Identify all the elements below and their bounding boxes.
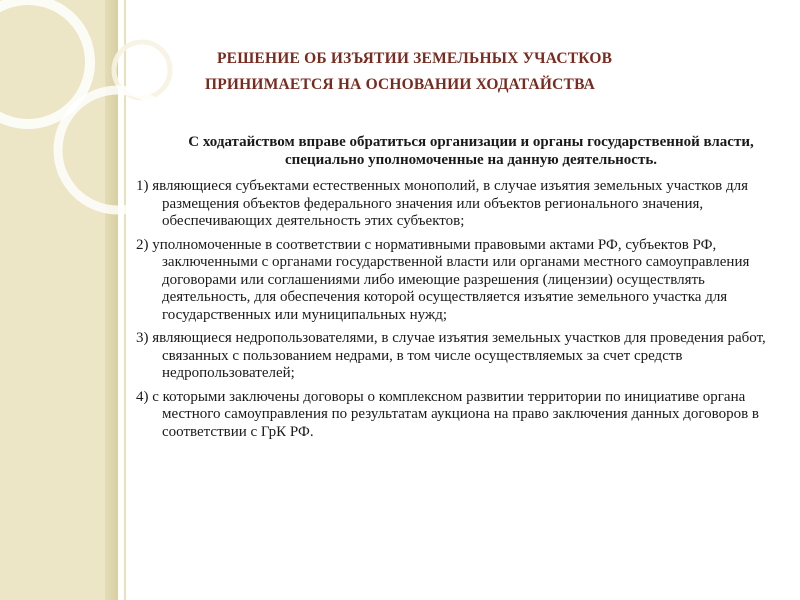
- list-item-3: 3) являющиеся недропользователями, в случае изъятия земельных участков для проведения работ, связанных с пользованием недрами, в том числе осуществляемых за счет средств недропользователей;: [136, 330, 766, 381]
- slide-body: [136, 134, 776, 447]
- slide-title: [205, 46, 725, 98]
- title-line-1: РЕШЕНИЕ ОБ ИЗЪЯТИИ ЗЕМЕЛЬНЫХ УЧАСТКОВ: [217, 50, 613, 67]
- list-item-1: 1) являющиеся субъектами естественных монополий, в случае изъятия земельных участков для размещения объектов федерального значения или объектов регионального значения, обеспечивающих деятельность этих субъектов;: [136, 178, 749, 229]
- list-item-2: 2) уполномоченные в соответствии с нормативными правовыми актами РФ, субъектов РФ, заключенными с органами государственной власти или органами местного самоуправления договорами или соглашениями либо имеющие разрешения (лицензии) осуществлять деятельность, для обеспечения которой осуществляется изъятие земельного участка для государственных или муниципальных нужд;: [136, 236, 750, 323]
- list-item-4: 4) с которыми заключены договоры о комплексном развитии территории по инициативе органа местного самоуправления по результатам аукциона на право заключения данных договоров в соответствии с ГрК РФ.: [136, 388, 759, 440]
- title-line-2: ПРИНИМАЕТСЯ НА ОСНОВАНИИ ХОДАТАЙСТВА: [205, 76, 596, 93]
- intro-paragraph: С ходатайством вправе обратиться организации и органы государственной власти, специально уполномоченные на данную деятельность.: [188, 134, 754, 168]
